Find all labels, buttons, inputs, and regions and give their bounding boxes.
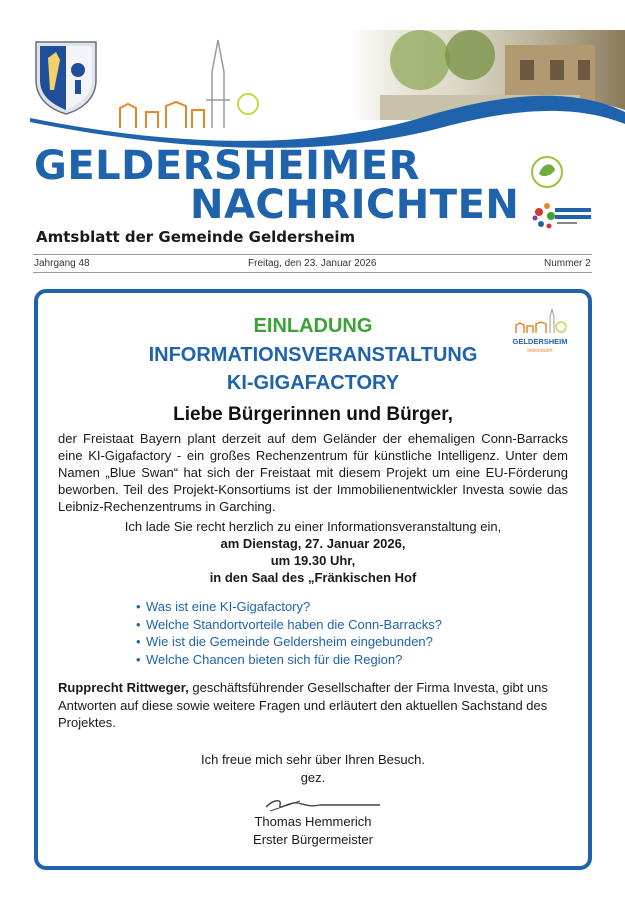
handwritten-signature	[260, 793, 390, 815]
topic-list	[136, 598, 442, 668]
partner-logos	[527, 150, 593, 250]
notice-heading-topic: KI-GIGAFACTORY	[226, 372, 400, 394]
list-item: • Welche Standortvorteile haben die Conn-Barracks?	[136, 616, 443, 632]
geldersheim-logo-icon	[512, 307, 568, 355]
signer-block	[38, 813, 588, 849]
list-item: • Wie ist die Gemeinde Geldersheim eingebunden?	[136, 634, 433, 649]
sustainability-seal-icon	[532, 157, 562, 187]
masthead-title-line1: GELDERSHEIMER	[34, 143, 420, 189]
bullet-icon: •	[136, 599, 141, 614]
speaker-paragraph	[58, 679, 573, 732]
list-item: • Was ist eine KI-Gigafactory?	[136, 599, 311, 614]
greeting: Liebe Bürgerinnen und Bürger,	[173, 404, 453, 425]
masthead-title-line2: NACHRICHTEN	[190, 182, 520, 228]
bottom-rule	[33, 272, 592, 273]
bullet-icon: •	[136, 616, 141, 632]
skyline-lineart	[120, 102, 204, 128]
invitation-notice	[34, 289, 592, 870]
svg-text:liebenswert: liebenswert	[527, 348, 553, 354]
invite-line: Ich lade Sie recht herzlich zu einer Informationsveranstaltung ein,	[124, 519, 502, 534]
closing-text	[38, 751, 588, 787]
closing-line: Ich freue mich sehr über Ihren Besuch.	[200, 752, 425, 767]
masthead-subtitle: Amtsblatt der Gemeinde Geldersheim	[36, 228, 356, 246]
speaker-description: geschäftsführender Gesellschafter der Firma Investa, gibt uns Antworten auf diese sowie weitere Fragen und erläutert den aktuellen Sachstand des Projektes.	[58, 680, 548, 730]
top-rule	[33, 254, 592, 255]
issue-number: Nummer 2	[544, 258, 591, 269]
coat-of-arms-icon	[36, 42, 96, 114]
bullet-icon: •	[136, 634, 141, 649]
event-location: in den Saal des „Fränkischen Hof	[209, 570, 417, 585]
speaker-name: Rupprecht Rittweger,	[58, 680, 189, 695]
signer-title: Erster Bürgermeister	[253, 832, 373, 847]
issue-volume: Jahrgang 48	[34, 258, 90, 269]
event-time: um 19.30 Uhr,	[270, 553, 356, 568]
oberes-werntal-logo-icon	[533, 203, 592, 229]
svg-text:GELDERSHEIM: GELDERSHEIM	[512, 337, 568, 346]
event-date: am Dienstag, 27. Januar 2026,	[220, 536, 406, 551]
notice-heading-event: INFORMATIONSVERANSTALTUNG	[148, 344, 478, 366]
intro-paragraph: der Freistaat Bayern plant derzeit auf dem Geländer der ehemaligen Conn-Barracks eine KI-Gigafactory - ein großes Rechenzentrum für künstliche Intelligenz. Unter dem Namen „Blue Swan“ hat sich der Freistaat mit diesem Projekt um eine EU-Förderung beworben. Teil des Projekt-Konsortiums ist der Immobilienentwickler Investa sowie das Leibniz-Rechenzentrums in Garching.	[58, 431, 568, 514]
masthead-artwork	[0, 0, 625, 160]
bullet-icon: •	[136, 651, 141, 667]
signer-name: Thomas Hemmerich	[254, 814, 372, 829]
list-item: • Welche Chancen bieten sich für die Region?	[136, 651, 403, 667]
issue-date: Freitag, den 23. Januar 2026	[248, 258, 377, 269]
invitation-details	[38, 518, 588, 586]
gez-label: gez.	[300, 770, 326, 785]
notice-heading-einladung: EINLADUNG	[253, 315, 373, 337]
